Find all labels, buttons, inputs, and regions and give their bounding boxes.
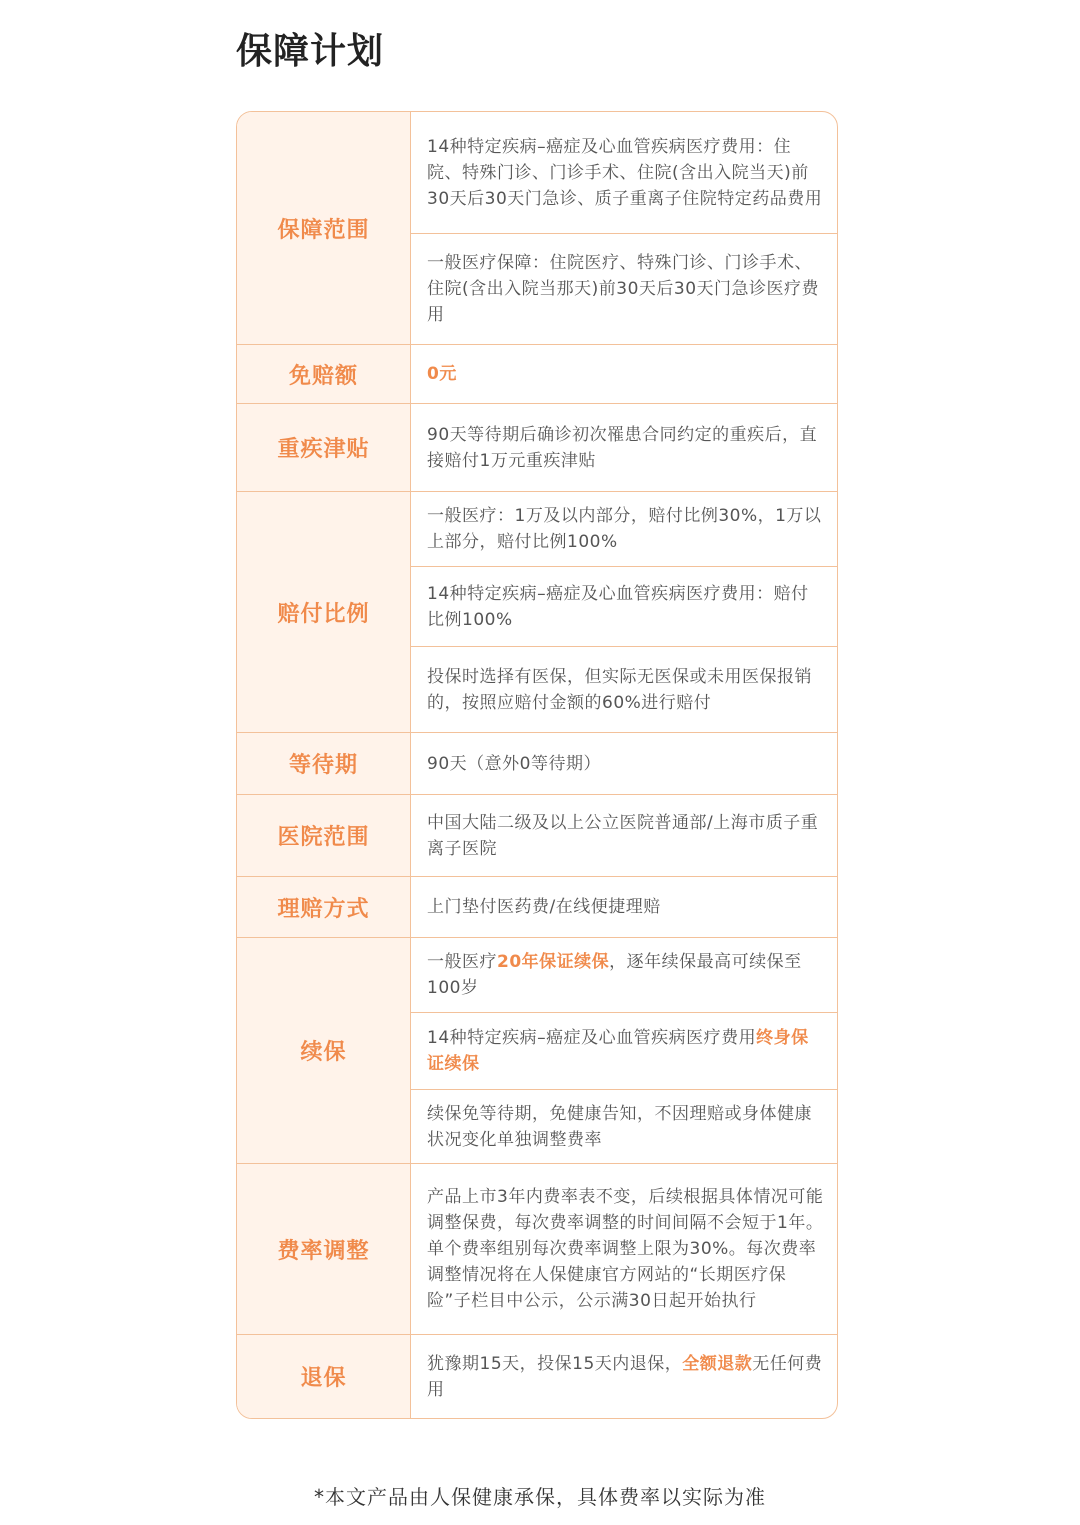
row-claim-method: [237, 876, 837, 937]
cell-coverage-specific-diseases: [411, 112, 837, 233]
label-surrender: 退保: [237, 1335, 411, 1418]
cells-rate-adjustment: [411, 1164, 837, 1334]
coverage-plan-table: [236, 111, 838, 1419]
cell-surrender: [411, 1335, 837, 1418]
cell-waiting-period: [411, 733, 837, 794]
cell-text: 中国大陆二级及以上公立医院普通部/上海市质子重离子医院: [427, 812, 819, 859]
highlight-guaranteed-renewal: 20年保证续保: [497, 952, 610, 972]
cells-renewal: [411, 938, 837, 1163]
label-critical-allowance: 重疾津贴: [237, 404, 411, 491]
text-part: 无任何费用: [427, 1353, 823, 1400]
cell-text: 14种特定疾病–癌症及心血管疾病医疗费用：住院、特殊门诊、门诊手术、住院(含出入院当天)前30天后30天门急诊、质子重离子住院特定药品费用: [427, 136, 823, 209]
row-waiting-period: [237, 732, 837, 794]
row-coverage: [237, 112, 837, 344]
row-deductible: [237, 344, 837, 403]
cell-text: 投保时选择有医保，但实际无医保或未用医保报销的，按照应赔付金额的60%进行赔付: [427, 666, 812, 713]
cell-rate-adjustment: [411, 1164, 837, 1334]
label-claim-method: 理赔方式: [237, 877, 411, 937]
cells-surrender: [411, 1335, 837, 1418]
label-coverage: 保障范围: [237, 112, 411, 344]
cell-text: 产品上市3年内费率表不变，后续根据具体情况可能调整保费，每次费率调整的时间间隔不会短于1年。单个费率组别每次费率调整上限为30%。每次费率调整情况将在人保健康官方网站的“长期医疗保险”子栏目中公示，公示满30日起开始执行: [427, 1187, 824, 1311]
cell-text: 一般医疗：1万及以内部分，赔付比例30%，1万以上部分，赔付比例100%: [427, 506, 822, 552]
cell-text: [427, 1351, 825, 1403]
cell-renewal-terms: [411, 1089, 837, 1163]
label-renewal: 续保: [237, 938, 411, 1163]
cell-payout-general: [411, 492, 837, 566]
text-part: 14种特定疾病–癌症及心血管疾病医疗费用: [427, 1028, 757, 1048]
cells-payout-ratio: [411, 492, 837, 732]
cell-renewal-specific: [411, 1012, 837, 1089]
text-part: 一般医疗: [427, 952, 497, 972]
text-part: ，逐年续保最高可续保至100岁: [427, 952, 802, 998]
row-payout-ratio: [237, 491, 837, 732]
label-payout-ratio: 赔付比例: [237, 492, 411, 732]
row-critical-allowance: [237, 403, 837, 491]
cell-renewal-general: [411, 938, 837, 1012]
cell-payout-no-insurance: [411, 646, 837, 732]
cells-coverage: [411, 112, 837, 344]
cells-deductible: [411, 345, 837, 403]
label-hospital-scope: 医院范围: [237, 795, 411, 876]
cell-critical-allowance: [411, 404, 837, 491]
page-title: 保障计划: [236, 31, 385, 72]
cell-text: [427, 949, 825, 1001]
cell-text: 14种特定疾病–癌症及心血管疾病医疗费用：赔付比例100%: [427, 583, 809, 630]
cell-text: 90天（意外0等待期）: [427, 753, 601, 774]
cell-text: [427, 1025, 825, 1077]
cell-text: 90天等待期后确诊初次罹患合同约定的重疾后，直接赔付1万元重疾津贴: [427, 424, 818, 471]
row-hospital-scope: [237, 794, 837, 876]
cell-hospital-scope: [411, 795, 837, 876]
cells-waiting-period: [411, 733, 837, 794]
footnote: *本文产品由人保健康承保，具体费率以实际为准: [314, 1485, 766, 1509]
cells-claim-method: [411, 877, 837, 937]
cell-text: 上门垫付医药费/在线便捷理赔: [427, 897, 661, 917]
text-part: 犹豫期15天，投保15天内退保，: [427, 1353, 683, 1374]
cells-critical-allowance: [411, 404, 837, 491]
cell-text: 续保免等待期，免健康告知，不因理赔或身体健康状况变化单独调整费率: [427, 1103, 812, 1150]
cell-deductible-value: [411, 345, 837, 403]
cell-payout-specific: [411, 566, 837, 646]
row-renewal: [237, 937, 837, 1163]
cells-hospital-scope: [411, 795, 837, 876]
label-waiting-period: 等待期: [237, 733, 411, 794]
highlight-full-refund: 全额退款: [682, 1353, 753, 1374]
label-deductible: 免赔额: [237, 345, 411, 403]
cell-text: 一般医疗保障：住院医疗、特殊门诊、门诊手术、住院(含出入院当那天)前30天后30天门急诊医疗费用: [427, 253, 820, 325]
row-surrender: [237, 1334, 837, 1418]
deductible-value: 0元: [427, 364, 457, 384]
cell-claim-method: [411, 877, 837, 937]
row-rate-adjustment: [237, 1163, 837, 1334]
highlight-lifetime-renewal: 终身保证续保: [427, 1028, 809, 1074]
label-rate-adjustment: 费率调整: [237, 1164, 411, 1334]
cell-coverage-general-medical: [411, 233, 837, 344]
